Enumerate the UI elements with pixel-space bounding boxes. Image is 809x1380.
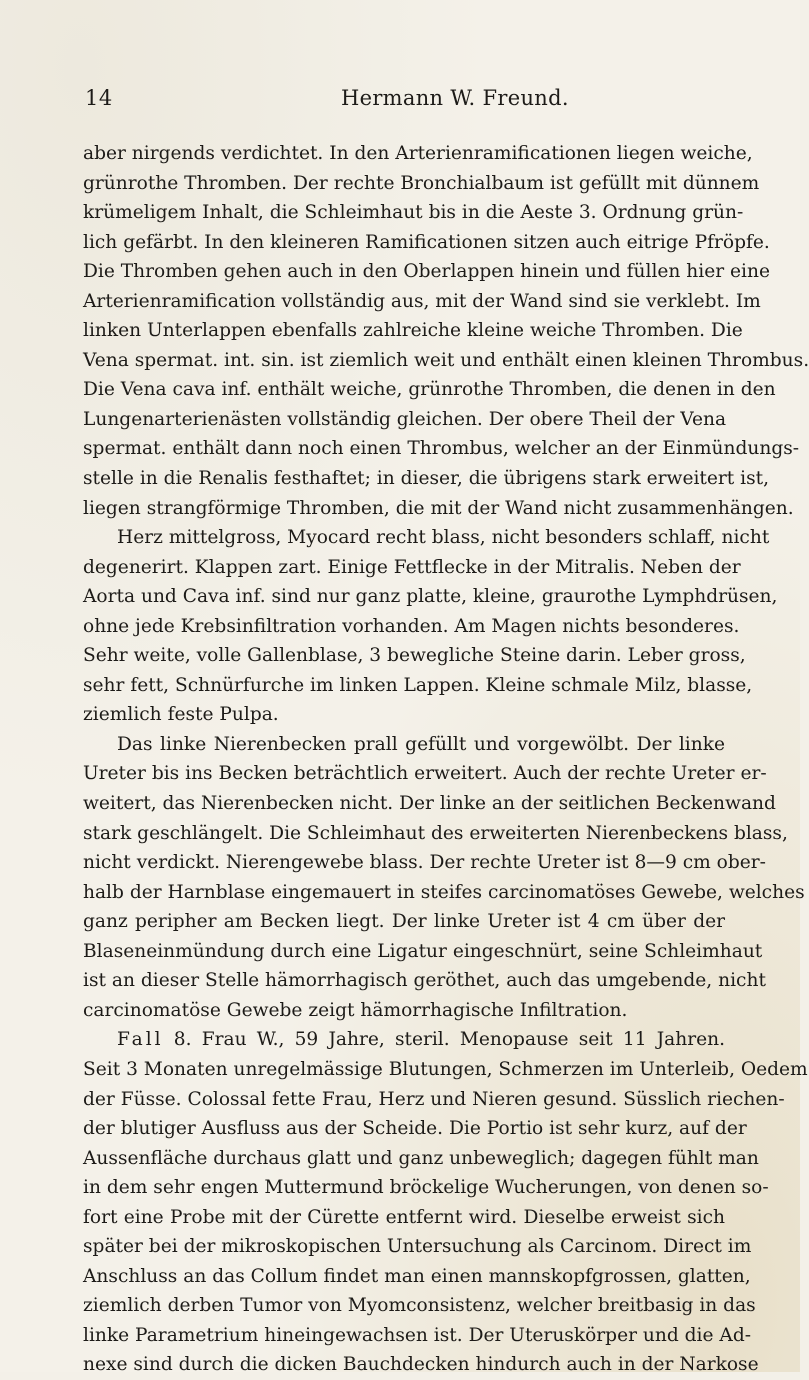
text-line: Die Thromben gehen auch in den Oberlappen hinein und füllen hier eine	[83, 261, 770, 283]
text-line: stark geschlängelt. Die Schleimhaut des erweiterten Nierenbeckens blass,	[83, 822, 788, 844]
text-line: Die Vena cava inf. enthält weiche, grünrothe Thromben, die denen in den	[83, 379, 776, 401]
text-line: nicht verdickt. Nierengewebe blass. Der rechte Ureter ist 8—9 cm ober-	[83, 852, 766, 874]
text-line: Ureter bis ins Becken beträchtlich erweitert. Auch der rechte Ureter er-	[83, 763, 767, 785]
text-line: lich gefärbt. In den kleineren Ramificationen sitzen auch eitrige Pfröpfe.	[83, 231, 770, 253]
text-line: krümeligem Inhalt, die Schleimhaut bis in die Aeste 3. Ordnung grün-	[83, 202, 744, 224]
text-line: ist an dieser Stelle hämorrhagisch geröthet, auch das umgebende, nicht	[83, 970, 766, 992]
text-line: Das linke Nierenbecken prall gefüllt und vorgewölbt. Der linke	[117, 733, 725, 755]
text-line: liegen strangförmige Thromben, die mit der Wand nicht zusammenhängen.	[83, 497, 794, 519]
text-line: Herz mittelgross, Myocard recht blass, nicht besonders schlaff, nicht	[117, 527, 770, 549]
text-line: Lungenarterienästen vollständig gleichen. Der obere Theil der Vena	[83, 408, 727, 430]
text-line: Vena spermat. int. sin. ist ziemlich weit und enthält einen kleinen Thrombus.	[83, 349, 809, 371]
text-line: ohne jede Krebsinfiltration vorhanden. Am Magen nichts besonderes.	[83, 615, 740, 637]
text-line: Seit 3 Monaten unregelmässige Blutungen, Schmerzen im Unterleib, Oedem	[83, 1058, 808, 1080]
text-line: nexe sind durch die dicken Bauchdecken hindurch auch in der Narkose	[83, 1354, 759, 1376]
text-line: Blaseneinmündung durch eine Ligatur eingeschnürt, seine Schleimhaut	[83, 940, 763, 962]
text-line: in dem sehr engen Muttermund bröckelige Wucherungen, von denen so-	[83, 1177, 769, 1199]
text-line: Aorta und Cava inf. sind nur ganz platte, kleine, graurothe Lymphdrüsen,	[83, 586, 778, 608]
text-line: Sehr weite, volle Gallenblase, 3 bewegliche Steine darin. Leber gross,	[83, 645, 746, 667]
text-line: aber nirgends verdichtet. In den Arterienramificationen liegen weiche,	[83, 143, 753, 164]
text-line: carcinomatöse Gewebe zeigt hämorrhagische Infiltration.	[83, 999, 628, 1021]
text-line: sehr fett, Schnürfurche im linken Lappen. Kleine schmale Milz, blasse,	[83, 674, 753, 696]
text-line: grünrothe Thromben. Der rechte Bronchialbaum ist gefüllt mit dünnem	[83, 172, 760, 194]
text-line: Arterienramification vollständig aus, mit der Wand sind sie verklebt. Im	[83, 290, 761, 312]
text-line: halb der Harnblase eingemauert in steifes carcinomatöses Gewebe, welches	[83, 881, 805, 903]
body-text	[83, 139, 809, 1380]
text-line: spermat. enthält dann noch einen Thrombus, welcher an der Einmündungs-	[83, 438, 800, 460]
text-line: Fall 8. Frau W., 59 Jahre, steril. Menopause seit 11 Jahren.	[117, 1029, 725, 1051]
text-line: ganz peripher am Becken liegt. Der linke Ureter ist 4 cm über der	[83, 911, 725, 933]
text-line: Anschluss an das Collum findet man einen mannskopfgrossen, glatten,	[83, 1265, 751, 1287]
text-line: ziemlich feste Pulpa.	[83, 704, 279, 726]
text-line: Aussenfläche durchaus glatt und ganz unbeweglich; dagegen fühlt man	[83, 1147, 759, 1169]
text-line: degenerirt. Klappen zart. Einige Fettflecke in der Mitralis. Neben der	[83, 556, 741, 578]
page-header	[85, 86, 725, 116]
running-head: Hermann W. Freund.	[341, 86, 569, 110]
text-line: der blutiger Ausfluss aus der Scheide. Die Portio ist sehr kurz, auf der	[83, 1118, 747, 1140]
case-heading-word: Fall	[117, 1029, 164, 1051]
text-line: linken Unterlappen ebenfalls zahlreiche kleine weiche Thromben. Die	[83, 320, 743, 342]
text-line: ziemlich derben Tumor von Myomconsistenz, welcher breitbasig in das	[83, 1295, 756, 1317]
text-line: weitert, das Nierenbecken nicht. Der linke an der seitlichen Beckenwand	[83, 793, 776, 815]
text-line: stelle in die Renalis festhaftet; in dieser, die übrigens stark erweitert ist,	[83, 468, 770, 490]
page-number: 14	[85, 86, 113, 110]
text-line: fort eine Probe mit der Cürette entfernt wird. Dieselbe erweist sich	[83, 1206, 725, 1228]
text-line: später bei der mikroskopischen Untersuchung als Carcinom. Direct im	[83, 1236, 752, 1258]
text-line: der Füsse. Colossal fette Frau, Herz und Nieren gesund. Süsslich riechen-	[83, 1088, 785, 1110]
text-line: linke Parametrium hineingewachsen ist. Der Uteruskörper und die Ad-	[83, 1324, 752, 1346]
